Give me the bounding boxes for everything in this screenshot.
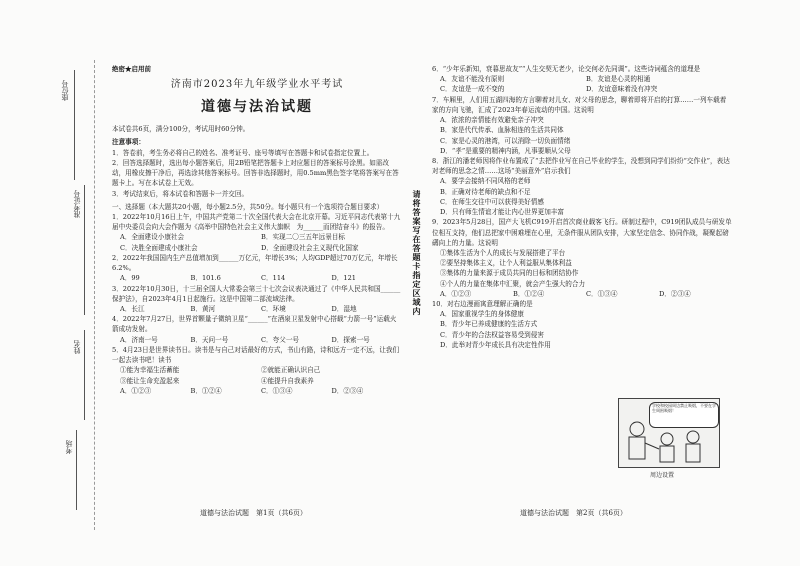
binding-strip [0, 60, 100, 530]
option: A．济南一号 [120, 335, 158, 344]
subject-title: 道德与法治试题 [201, 98, 313, 115]
option: D．121 [331, 274, 356, 283]
option: B．①②④ [513, 289, 545, 298]
option: A．要学会接纳不同风格的老师 [440, 177, 531, 186]
question-3: 3．2022年10月30日，十三届全国人大常委会第三十七次会议表决通过了《中华人民共和国______保护法》，自2023年4月1日起施行。这是中国第二部流域法律。 [112, 284, 401, 303]
statement: ②就能正确认识自己 [261, 366, 321, 375]
cartoon-image [618, 398, 720, 468]
option: D．“孝”是重要的精神内涵，凡事要顺从父母 [440, 146, 571, 155]
option: B．青少年已养成健康的生活方式 [440, 320, 538, 329]
room-line [76, 430, 77, 510]
question-5: 5．4月23日是世界读书日。读书是与自己对话最好的方式，书山有路，诗和远方一定不远，让我们一起去读书吧！读书 [112, 345, 400, 365]
question-6: 6．“少年乐新知，衰暮思故友”“人生交契无老少，论交何必先同调”。这些诗词蕴含的道理是 [432, 65, 701, 73]
option: A．长江 [120, 304, 145, 313]
q5-options [120, 386, 402, 396]
option: B．正确对待老师的缺点和不足 [440, 187, 531, 196]
option: A．浓浓的亲情能有效避免亲子冲突 [440, 116, 544, 125]
statement: ①能为幸福生活蓄能 [120, 366, 180, 375]
option: B．友谊是心灵的相通 [586, 75, 651, 84]
exam-title: 济南市2023年九年级学业水平考试 [170, 79, 344, 91]
q9-options [440, 289, 732, 299]
middle-note: 请将答案写在答题卡指定区域内 [412, 190, 422, 316]
question-2: 2．2022年我国国内生产总值增加到______万亿元，年增长3%；人均GDP超过70万亿元，年增长6.2%。 [112, 253, 398, 273]
option: A．①②③ [440, 289, 472, 298]
room-label: 考场 [65, 440, 73, 454]
q1-options [120, 232, 402, 252]
notice-3: 3．考试结束后，将本试卷和答题卡一并交回。 [112, 189, 249, 198]
notice-1: 1．答卷前，考生务必将自己的姓名、准考证号、座号等填写在答题卡和试卷指定位置上。 [112, 148, 374, 157]
notice-head: 注意事项： [112, 138, 145, 147]
question-9: 9．2023年5月28日，国产大飞机C919开启首次商业载客飞行。研制过程中，C919团队成员与研发单位相互支持，他们总把家中困难埋在心里，无条件服从团队安排，大家坚定信念、协同作战，凝聚起磅礴向上的力量。这说明 [432, 218, 732, 247]
q4-options [120, 335, 402, 345]
option: A．全面建设小康社会 [120, 233, 185, 242]
page-2 [432, 64, 732, 350]
option: C．决胜全面建成小康社会 [120, 243, 198, 252]
page-1 [112, 64, 402, 396]
name-line [84, 330, 85, 420]
option: D．只有师生情谊才能让内心世界更加丰富 [440, 208, 564, 217]
option: C．青少年的合法权益容易受到侵害 [440, 330, 544, 339]
option: B．实现二〇三五年远景目标 [261, 233, 345, 242]
option: B．101.6 [190, 274, 221, 283]
q2-options [120, 273, 402, 283]
option: C．①③④ [261, 386, 293, 395]
name-label: 姓名 [73, 340, 81, 354]
statement: ③能让生命充盈起来 [120, 376, 180, 385]
question-7: 7．车厢里，人们用五湖四海的方言聊着对儿女、对父母的思念，聊着即将开启的打算……一列车载着家的方向飞驰，汇成了2023年春运流动的中国。这说明 [432, 95, 727, 114]
statement: ③集体的力量来源于成员共同的目标和团结协作 [440, 269, 579, 278]
option: D．友谊意味着没有冲突 [586, 85, 658, 94]
question-10: 10．对右边漫画寓意理解正确的是 [432, 300, 533, 309]
page-1-footer: 道德与法治试题 第1页（共6页） [200, 509, 307, 517]
seat-line [74, 70, 75, 180]
option: C．①③④ [586, 289, 618, 298]
cartoon-figures-icon [619, 399, 719, 467]
option: A．①②③ [120, 386, 152, 395]
option: C．家是心灵的港湾，可以消除一切负面情绪 [440, 136, 571, 145]
option: D．湿地 [331, 304, 357, 313]
section-heading: 一、选择题（本大题共20小题，每小题2.5分，共50分。每小题只有一个选项符合题目要求） [112, 202, 384, 211]
option: D．全面建设社会主义现代化国家 [261, 243, 359, 252]
statement: ②要坚持集体主义，让个人利益服从集体利益 [440, 259, 572, 268]
question-8: 8．浙江的潘老师因将作业布置成了“去把作业写在自己毕业的学生，没想到同学们纷纷“交作业”，表达对老师的思念之情……这场“美丽意外”启示我们 [432, 156, 730, 176]
cartoon-sign: 学校和校园周边禁止吸烟，不要在学生周围吸烟！ [649, 402, 719, 428]
question-1: 1．2022年10月16日上午，中国共产党第二十次全国代表大会在北京开幕。习近平同志代表第十九届中央委员会向大会作题为《高举中国特色社会主义伟大旗帜 为______而团结奋斗》的报告。 [112, 213, 401, 232]
secret-mark: 绝密★启用前 [112, 65, 151, 73]
option: B．家是代代传承、血脉相连的生活共同体 [440, 126, 564, 135]
statement: ①集体生活为个人的成长与发展搭建了平台 [440, 248, 566, 257]
option: A．国家重视学生的身体健康 [440, 310, 524, 319]
option: B．①②④ [190, 386, 222, 395]
option: B．黄河 [190, 304, 216, 313]
page-2-footer: 道德与法治试题 第2页（共6页） [520, 509, 627, 517]
option: D．此举对青少年成长具有决定性作用 [440, 340, 551, 349]
option: D．②③④ [659, 289, 691, 298]
q3-options [120, 304, 402, 314]
statement: ④个人的力量在集体中汇聚，就会产生强大的合力 [440, 279, 586, 288]
cut-line [94, 60, 95, 530]
option: A．99 [120, 274, 140, 283]
q5-items [120, 365, 402, 385]
option: D．②③④ [331, 386, 364, 395]
option: C．114 [261, 274, 286, 283]
cartoon-caption: 周边设置 [650, 472, 675, 479]
option: C．在师生交往中可以获得美好情感 [440, 197, 544, 206]
question-4: 4．2022年7月27日，世界首颗量子微纳卫星“______”在酒泉卫星发射中心搭载“力箭一号”运载火箭成功发射。 [112, 315, 397, 334]
option: A．友谊不能没有原则 [440, 75, 505, 84]
statement: ④能提升自我素养 [261, 376, 314, 385]
exam-no-line [84, 185, 85, 315]
option: C．环境 [261, 304, 286, 313]
seat-label: 座位号 [61, 80, 69, 101]
option: C．友谊是一成不变的 [440, 85, 505, 94]
intro: 本试卷共6页，满分100分，考试用时60分钟。 [112, 125, 250, 134]
q6-options [440, 74, 732, 94]
notice-2: 2．回答选择题时，选出每小题答案后，用2B铅笔把答题卡上对应题目的答案标号涂黑。如需改动，用橡皮擦干净后，再选涂其他答案标号。回答非选择题时，用0.5mm黑色签字笔将答案写在答题卡上。写在本试卷上无效。 [112, 158, 399, 188]
exam-no-label: 准考证号 [73, 190, 81, 218]
option: B．天问一号 [190, 335, 229, 344]
option: C．夸父一号 [261, 335, 300, 344]
option: D．探索一号 [331, 335, 370, 344]
